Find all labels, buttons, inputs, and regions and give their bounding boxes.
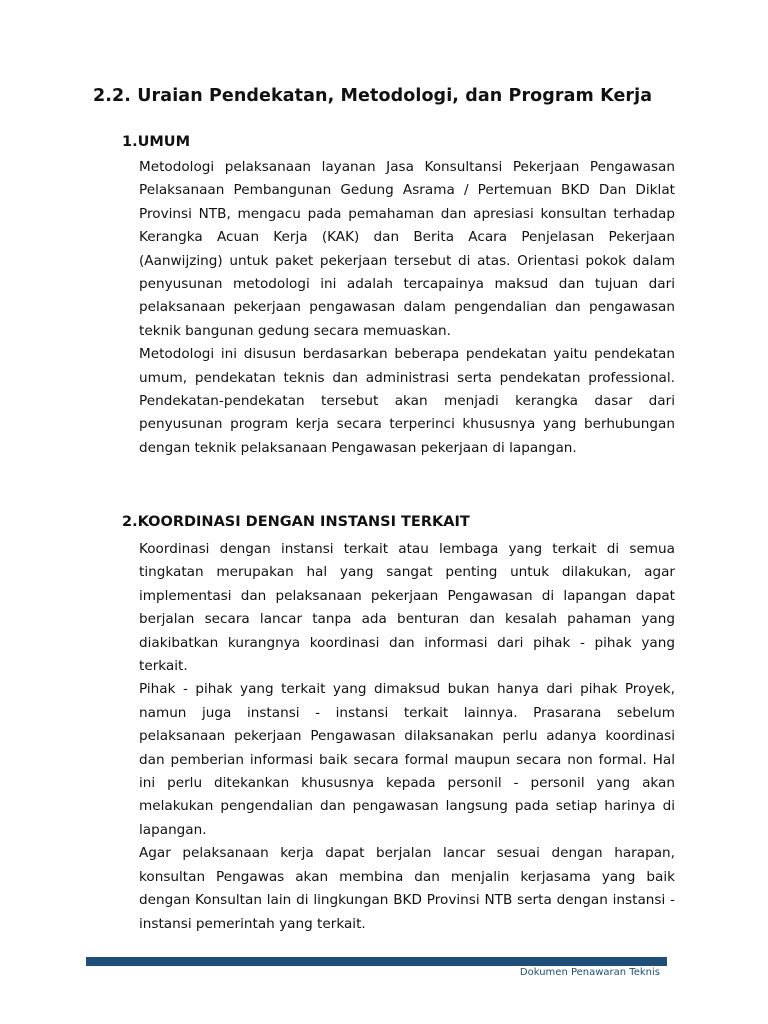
- paragraph: Koordinasi dengan instansi terkait atau lembaga yang terkait di semua tingkatan merupakan hal yang sangat penting untuk dilakukan, agar implementasi dan pelaksanaan pekerjaan Pengawasan di lapangan dapat berjalan secara lancar tanpa ada benturan dan kesalah pahaman yang diakibatkan kurangnya koordinasi dan informasi dari pihak - pihak yang terkait.: [139, 541, 675, 675]
- paragraph: Metodologi pelaksanaan layanan Jasa Konsultansi Pekerjaan Pengawasan Pelaksanaan Pembangunan Gedung Asrama / Pertemuan BKD Dan Diklat Provinsi NTB, mengacu pada pemahaman dan apresiasi konsultan terhadap Kerangka Acuan Kerja (KAK) dan Berita Acara Penjelasan Pekerjaan (Aanwijzing) untuk paket pekerjaan tersebut di atas. Orientasi pokok dalam penyusunan metodologi ini adalah tercapainya maksud dan tujuan dari pelaksanaan pekerjaan pengawasan dalam pengendalian dan pengawasan teknik bangunan gedung secara memuaskan.: [139, 159, 675, 339]
- subsection-heading-umum: 1.UMUM: [122, 134, 191, 150]
- paragraph: Metodologi ini disusun berdasarkan beberapa pendekatan yaitu pendekatan umum, pendekatan teknis dan administrasi serta pendekatan professional. Pendekatan-pendekatan tersebut akan menjadi kerangka dasar dari penyusunan program kerja secara terperinci khususnya yang berhubungan dengan teknik pelaksanaan Pengawasan pekerjaan di lapangan.: [139, 346, 675, 456]
- paragraph: Agar pelaksanaan kerja dapat berjalan lancar sesuai dengan harapan, konsultan Pengawas akan membina dan menjalin kerjasama yang baik dengan Konsultan lain di lingkungan BKD Provinsi NTB serta dengan instansi - instansi pemerintah yang terkait.: [139, 845, 675, 932]
- paragraph: Pihak - pihak yang terkait yang dimaksud bukan hanya dari pihak Proyek, namun juga instansi - instansi terkait lainnya. Prasarana sebelum pelaksanaan pekerjaan Pengawasan dilaksanakan perlu adanya koordinasi dan pemberian informasi baik secara formal maupun secara non formal. Hal ini perlu ditekankan khususnya kepada personil - personil yang akan melakukan pengendalian dan pengawasan langsung pada setiap harinya di lapangan.: [139, 681, 675, 838]
- subsection-body-umum: [139, 156, 675, 460]
- subsection-body-koordinasi: [139, 538, 675, 936]
- section-title: 2.2. Uraian Pendekatan, Metodologi, dan Program Kerja: [93, 86, 653, 106]
- subsection-heading-koordinasi: 2.KOORDINASI DENGAN INSTANSI TERKAIT: [122, 514, 470, 530]
- footer-label: Dokumen Penawaran Teknis: [519, 967, 660, 978]
- footer-divider-bar: [86, 957, 667, 966]
